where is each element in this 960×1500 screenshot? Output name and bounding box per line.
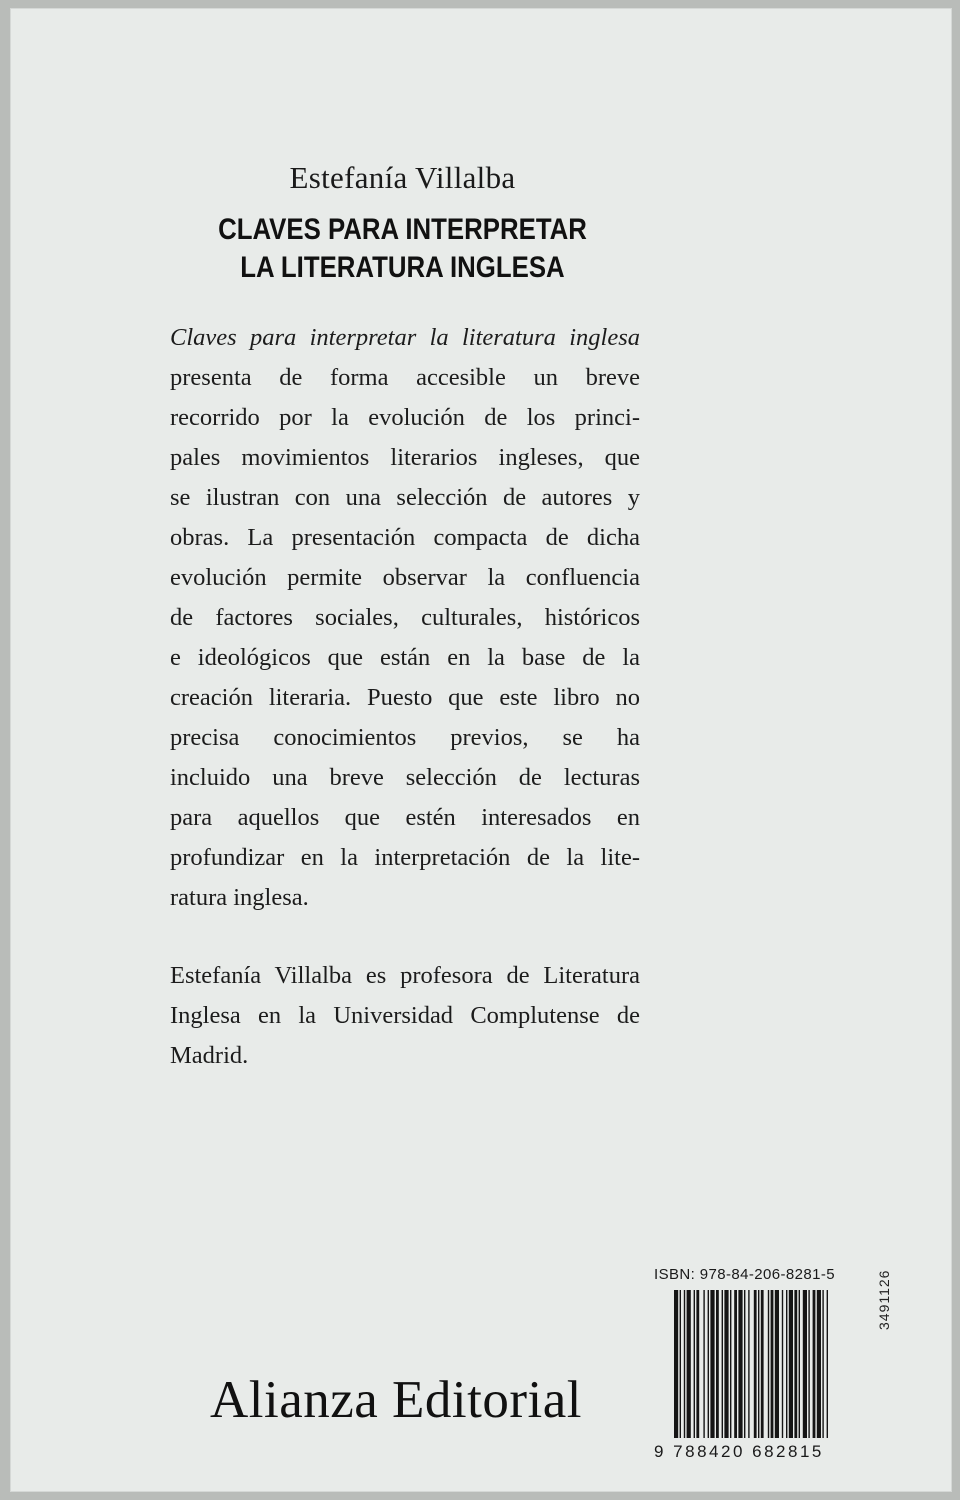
bio-line: Estefanía Villalba es profesora de Literatura — [170, 962, 640, 989]
author-bio — [170, 956, 640, 1076]
barcode-bar — [708, 1290, 709, 1438]
barcode-bar — [799, 1290, 800, 1438]
isbn-label: ISBN: 978-84-206-8281-5 — [654, 1266, 835, 1283]
publisher-name: Alianza Editorial — [210, 1371, 582, 1429]
book-title — [65, 211, 740, 287]
barcode-bar — [808, 1290, 809, 1438]
barcode-bar — [803, 1290, 807, 1438]
barcode-bar — [710, 1290, 714, 1438]
barcode-bar — [687, 1290, 691, 1438]
blurb-line: precisa conocimientos previos, se ha — [170, 724, 640, 751]
book-title-line-1: CLAVES PARA INTERPRETAR — [218, 213, 587, 246]
barcode-bar — [761, 1290, 764, 1438]
blurb-line: creación literaria. Puesto que este libro no — [170, 684, 640, 711]
barcode-bar — [817, 1290, 821, 1438]
blurb-line: ratura inglesa. — [170, 884, 309, 911]
blurb-line: presenta de forma accesible un breve — [170, 364, 640, 391]
blurb-italic-title: Claves para interpretar la literatura inglesa — [170, 324, 640, 351]
barcode-bars — [672, 1290, 872, 1440]
barcode-bar — [758, 1290, 759, 1438]
blurb-paragraph — [170, 318, 640, 918]
barcode-bar — [680, 1290, 681, 1438]
barcode-bar — [694, 1290, 695, 1438]
bio-line: Inglesa en la Universidad Complutense de — [170, 1002, 640, 1029]
book-title-line-2: LA LITERATURA INGLESA — [240, 251, 565, 284]
barcode-bar — [716, 1290, 719, 1438]
author-name: Estefanía Villalba — [289, 160, 516, 195]
barcode-bar — [822, 1290, 823, 1438]
barcode-bar — [771, 1290, 774, 1438]
barcode-bar — [768, 1290, 769, 1438]
blurb-line: incluido una breve selección de lecturas — [170, 764, 640, 791]
barcode-bar — [684, 1290, 685, 1438]
blurb-line: para aquellos que estén interesados en — [170, 804, 640, 831]
blurb-line: de factores sociales, culturales, históricos — [170, 604, 640, 631]
blurb-line: recorrido por la evolución de los princi- — [170, 404, 640, 431]
barcode-bar — [730, 1290, 731, 1438]
barcode-bar — [703, 1290, 704, 1438]
blurb-line: obras. La presentación compacta de dicha — [170, 524, 640, 551]
barcode-bar — [734, 1290, 737, 1438]
barcode-bar — [724, 1290, 728, 1438]
barcode-bar — [674, 1290, 678, 1438]
side-code: 3491126 — [876, 1269, 892, 1330]
barcode-bar — [748, 1290, 749, 1438]
barcode-bar — [794, 1290, 797, 1438]
blurb-line: pales movimientos literarios ingleses, que — [170, 444, 640, 471]
barcode-bar — [738, 1290, 742, 1438]
barcode — [672, 1290, 872, 1440]
blurb-line: se ilustran con una selección de autores y — [170, 484, 640, 511]
barcode-bar — [744, 1290, 745, 1438]
barcode-bar — [789, 1290, 793, 1438]
barcode-bar — [782, 1290, 783, 1438]
blurb-line: evolución permite observar la confluencia — [170, 564, 640, 591]
barcode-bar — [696, 1290, 699, 1438]
barcode-bar — [775, 1290, 779, 1438]
bio-line: Madrid. — [170, 1042, 249, 1069]
barcode-bar — [754, 1290, 757, 1438]
blurb-line: e ideológicos que están en la base de la — [170, 644, 640, 671]
barcode-bar — [786, 1290, 787, 1438]
barcode-bar — [722, 1290, 723, 1438]
barcode-bar — [813, 1290, 816, 1438]
blurb-line: profundizar en la interpretación de la lite- — [170, 844, 640, 871]
barcode-bar — [827, 1290, 828, 1438]
barcode-digits: 9 788420 682815 — [654, 1442, 824, 1461]
